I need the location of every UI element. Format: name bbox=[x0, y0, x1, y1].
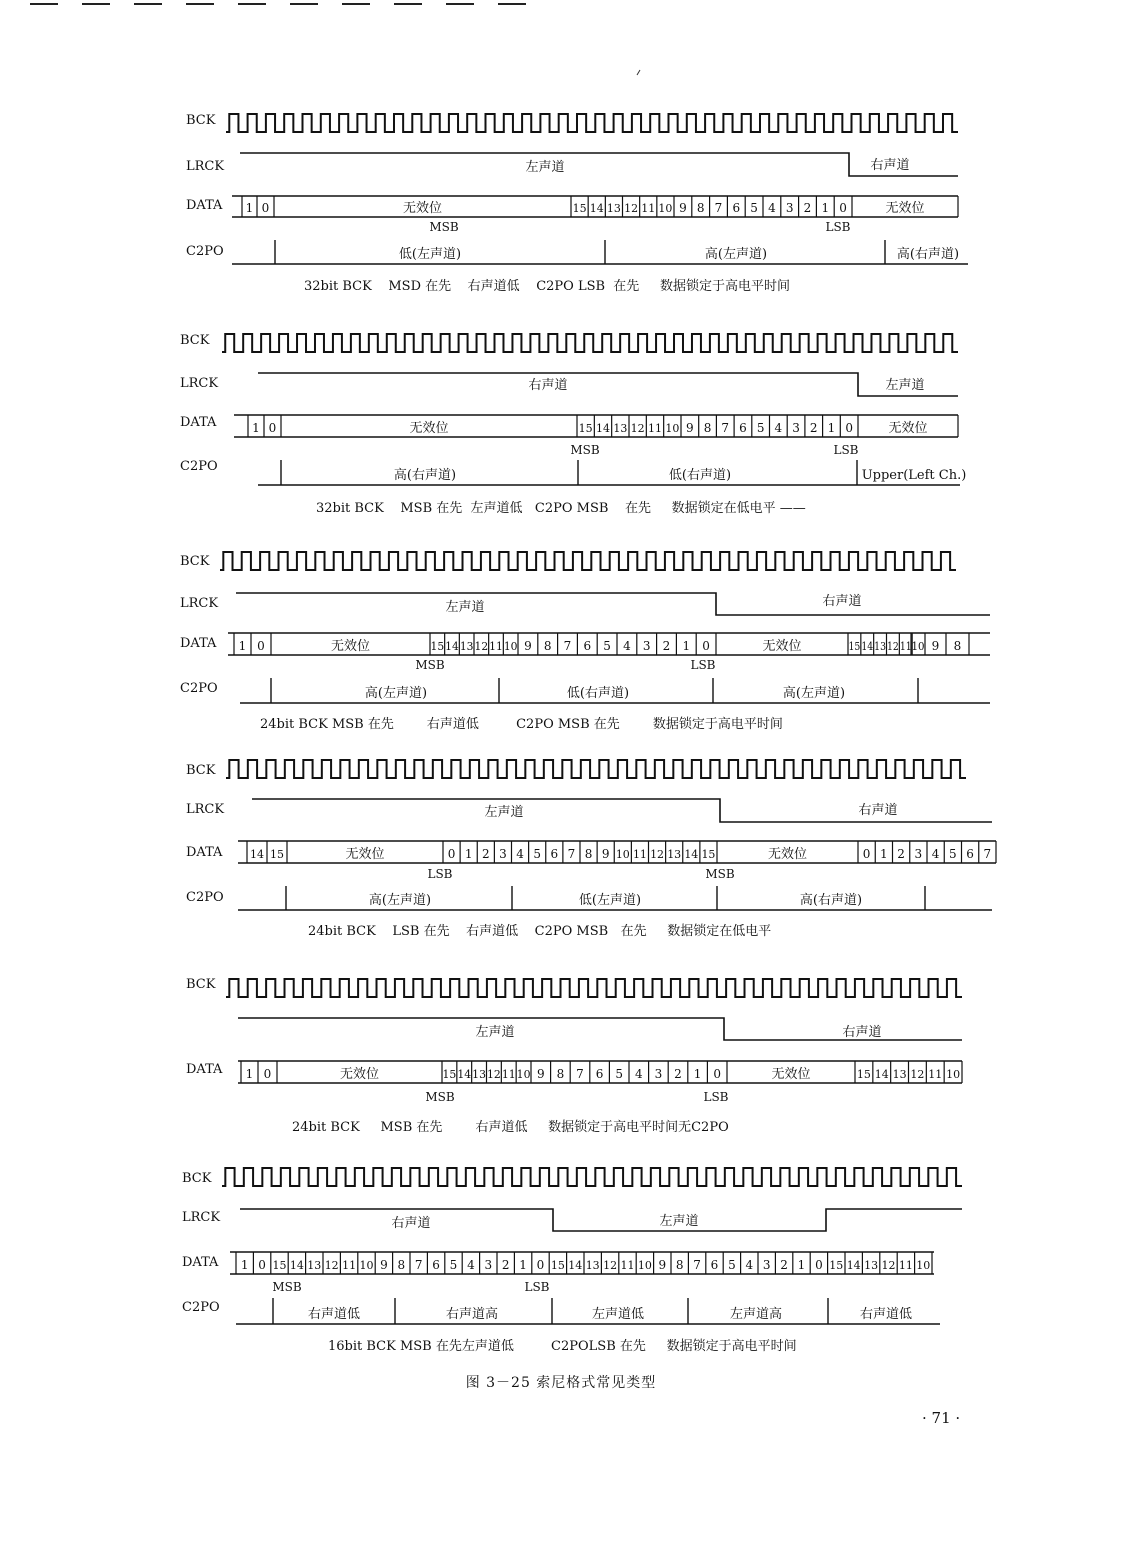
panel-3-data-bit: 3 bbox=[642, 639, 651, 653]
panel-6-data-bit: 14 bbox=[846, 1259, 861, 1272]
panel-3-data-bit: 5 bbox=[603, 639, 611, 653]
panel-2-lrck-label: 左声道 bbox=[885, 378, 925, 393]
panel-4-data-bit: 11 bbox=[632, 848, 647, 861]
panel-5-label-data: DATA bbox=[186, 1062, 223, 1077]
panel-4-c2po-label: 高(右声道) bbox=[799, 893, 863, 908]
panel-2-data-bit: 8 bbox=[703, 421, 712, 435]
panel-6-data-bit: 12 bbox=[881, 1259, 896, 1272]
panel-1-c2po-label: 高(右声道) bbox=[896, 247, 960, 262]
panel-6-lrck-wave bbox=[240, 1209, 962, 1231]
panel-6-data-bit: 11 bbox=[898, 1259, 913, 1272]
figure-title: 图 3－25 索尼格式常见类型 bbox=[465, 1375, 657, 1391]
panel-2-data-bit: 14 bbox=[596, 422, 610, 435]
panel-1-c2po-label: 低(左声道) bbox=[398, 247, 462, 262]
panel-1-lrck-label: 右声道 bbox=[870, 158, 910, 173]
panel-1-data-bit: 5 bbox=[750, 201, 758, 215]
panel-3-bck-wave bbox=[220, 552, 956, 570]
panel-6-data-bit: 12 bbox=[324, 1259, 339, 1272]
panel-2-label-lrck: LRCK bbox=[180, 376, 219, 391]
panel-3-data-bit: 1 bbox=[238, 639, 247, 653]
panel-1-lsb-marker: LSB bbox=[825, 220, 851, 234]
panel-6-data-bit: 15 bbox=[829, 1259, 844, 1272]
panel-3-data-bit: 0 bbox=[257, 639, 265, 653]
panel-6-data-bit: 7 bbox=[693, 1258, 701, 1272]
panel-3-label-bck: BCK bbox=[180, 554, 210, 569]
panel-5-data-bit: 15 bbox=[442, 1068, 457, 1081]
panel-3-data-bit: 11 bbox=[489, 640, 503, 653]
panel-6-data-bit: 13 bbox=[585, 1259, 600, 1272]
panel-6-c2po-label: 左声道低 bbox=[591, 1307, 645, 1322]
panel-3-data-bit: 9 bbox=[524, 639, 532, 653]
panel-4-data-bit: 3 bbox=[499, 847, 507, 861]
panel-6-data-bit: 13 bbox=[864, 1259, 879, 1272]
panel-4-lsb-marker: LSB bbox=[427, 867, 453, 881]
panel-6-c2po-label: 右声道高 bbox=[445, 1307, 499, 1322]
panel-1-msb-marker: MSB bbox=[429, 220, 459, 234]
panel-6-data-bit: 1 bbox=[240, 1258, 249, 1272]
panel-4-data-bit: 15 bbox=[701, 848, 716, 861]
panel-6-data-bit: 9 bbox=[380, 1258, 388, 1272]
panel-1-data-bit: 9 bbox=[679, 201, 687, 215]
panel-2-msb-marker: MSB bbox=[570, 443, 600, 457]
panel-6-data-bit: 4 bbox=[467, 1258, 475, 1272]
panel-3-lsb-marker: LSB bbox=[690, 658, 716, 672]
panel-4-lrck-label: 右声道 bbox=[858, 803, 898, 818]
panel-1-c2po-label: 高(左声道) bbox=[704, 247, 768, 262]
panel-1-label-c2po: C2PO bbox=[186, 244, 224, 259]
panel-1-data-bit: 7 bbox=[714, 201, 723, 215]
panel-1-label-lrck: LRCK bbox=[186, 159, 225, 174]
panel-6-data-bit: 11 bbox=[620, 1259, 635, 1272]
panel-4-caption: 24bit BCK LSB 在先 右声道低 C2PO MSB 在先 数据锁定在低电平 bbox=[308, 924, 772, 939]
panel-6-data-bit: 5 bbox=[728, 1258, 736, 1272]
panel-4-data-bit: 6 bbox=[966, 847, 974, 861]
panel-6-data-bit: 0 bbox=[815, 1258, 823, 1272]
panel-4-bck-wave bbox=[226, 760, 966, 778]
panel-1-caption: 32bit BCK MSD 在先 右声道低 C2PO LSB 在先 数据锁定于高电平时间 bbox=[304, 279, 790, 294]
panel-3-data-bit: 12 bbox=[474, 640, 489, 653]
panel-6-data-bit: 8 bbox=[397, 1258, 406, 1272]
panel-3-data-bit: 15 bbox=[848, 640, 861, 653]
panel-5-data-bit: 4 bbox=[634, 1067, 643, 1081]
panel-4-data-bit: 4 bbox=[931, 847, 940, 861]
panel-4-data-bit: 无效位 bbox=[345, 847, 385, 862]
panel-4-data-bit: 3 bbox=[914, 847, 923, 861]
panel-1-data-bit: 15 bbox=[572, 202, 587, 215]
panel-2-data-bit: 1 bbox=[827, 421, 836, 435]
panel-2-data-bit: 0 bbox=[268, 421, 277, 435]
panel-1-data-bit: 无效位 bbox=[402, 201, 443, 216]
panel-3-c2po-label: 低(右声道) bbox=[566, 686, 630, 701]
panel-6-data-bit: 3 bbox=[762, 1258, 771, 1272]
panel-3-c2po-label: 高(左声道) bbox=[364, 686, 428, 701]
panel-5-data-bit: 8 bbox=[556, 1067, 565, 1081]
panel-3-lrck-wave bbox=[236, 593, 990, 615]
panel-5-data-bit: 12 bbox=[487, 1068, 501, 1081]
panel-1-data-bit: 0 bbox=[261, 201, 270, 215]
panel-1-data-bit: 3 bbox=[785, 201, 794, 215]
panel-6-data-bit: 1 bbox=[797, 1258, 806, 1272]
panel-3-data-bit: 无效位 bbox=[330, 639, 371, 654]
panel-4-data-bit: 1 bbox=[464, 847, 473, 861]
panel-5-msb-marker: MSB bbox=[425, 1090, 455, 1104]
panel-2-data-bit: 11 bbox=[648, 422, 662, 435]
panel-1-data-bit: 1 bbox=[821, 201, 830, 215]
panel-3-label-c2po: C2PO bbox=[180, 681, 218, 696]
panel-4-data-bit: 无效位 bbox=[767, 847, 808, 862]
panel-4-label-c2po: C2PO bbox=[186, 890, 224, 905]
panel-4-data-bit: 1 bbox=[880, 847, 888, 861]
panel-4-data-bit: 10 bbox=[615, 848, 630, 861]
panel-6-data-bit: 13 bbox=[307, 1259, 322, 1272]
panel-5-data-bit: 14 bbox=[457, 1068, 472, 1081]
panel-2-bck-wave bbox=[222, 334, 958, 352]
panel-6-data-bit: 3 bbox=[484, 1258, 493, 1272]
panel-3-data-bit: 8 bbox=[953, 639, 962, 653]
panel-6-c2po-label: 右声道低 bbox=[307, 1307, 361, 1322]
panel-2-data-bit: 无效位 bbox=[409, 421, 449, 436]
panel-1-data-bit: 14 bbox=[589, 202, 604, 215]
panel-6-label-c2po: C2PO bbox=[182, 1300, 220, 1315]
panel-3-data-bit: 1 bbox=[682, 639, 691, 653]
panel-6-data-bit: 15 bbox=[550, 1259, 565, 1272]
panel-4-data-bit: 7 bbox=[567, 847, 576, 861]
panel-1-data-bit: 13 bbox=[606, 202, 621, 215]
panel-2-c2po-label: 高(右声道) bbox=[393, 468, 457, 483]
panel-6-data-bit: 6 bbox=[432, 1258, 440, 1272]
panel-2-lsb-marker: LSB bbox=[833, 443, 859, 457]
panel-3-label-data: DATA bbox=[180, 636, 217, 651]
panel-1-data-bit: 6 bbox=[732, 201, 741, 215]
panel-4-data-bit: 15 bbox=[270, 848, 284, 861]
panel-2-lrck-label: 右声道 bbox=[528, 378, 568, 393]
panel-2-data-bit: 2 bbox=[809, 421, 818, 435]
panel-4-lrck-label: 左声道 bbox=[484, 805, 524, 820]
panel-3-data-bit: 10 bbox=[503, 640, 518, 653]
panel-3-data-bit: 10 bbox=[911, 640, 925, 653]
panel-2-data-bit: 9 bbox=[686, 421, 694, 435]
panel-4-data-bit: 14 bbox=[250, 848, 264, 861]
panel-5-data-bit: 15 bbox=[856, 1068, 871, 1081]
panel-5-data-bit: 5 bbox=[615, 1067, 624, 1081]
panel-1-lrck-wave bbox=[240, 153, 958, 176]
panel-6-c2po-label: 左声道高 bbox=[729, 1307, 783, 1322]
panel-2-label-bck: BCK bbox=[180, 333, 210, 348]
panel-5-data-bit: 无效位 bbox=[771, 1067, 811, 1082]
panel-2-data-bit: 5 bbox=[756, 421, 765, 435]
panel-3-data-bit: 13 bbox=[874, 640, 886, 653]
panel-5-data-bit: 12 bbox=[910, 1068, 925, 1081]
panel-2-data-bit: 1 bbox=[252, 421, 260, 435]
panel-4-data-bit: 12 bbox=[650, 848, 665, 861]
panel-2-c2po-label: Upper(Left Ch.) bbox=[861, 468, 967, 483]
panel-5-label-bck: BCK bbox=[186, 977, 216, 992]
panel-3-label-lrck: LRCK bbox=[180, 596, 219, 611]
panel-6-label-data: DATA bbox=[182, 1255, 219, 1270]
panel-5-data-bit: 0 bbox=[713, 1067, 722, 1081]
panel-1-label-bck: BCK bbox=[186, 113, 216, 128]
panel-4-c2po-label: 低(左声道) bbox=[578, 893, 642, 908]
panel-6-lsb-marker: LSB bbox=[524, 1280, 550, 1294]
panel-6-data-bit: 15 bbox=[272, 1259, 287, 1272]
panel-1-bck-wave bbox=[226, 114, 958, 132]
panel-5-data-bit: 无效位 bbox=[339, 1067, 380, 1082]
panel-4-data-bit: 2 bbox=[481, 847, 490, 861]
panel-5-data-bit: 9 bbox=[536, 1067, 545, 1081]
panel-6-data-bit: 14 bbox=[568, 1259, 583, 1272]
panel-5-data-bit: 7 bbox=[576, 1067, 584, 1081]
panel-3-data-bit: 7 bbox=[563, 639, 572, 653]
panel-2-lrck-wave bbox=[258, 373, 958, 396]
panel-6-data-bit: 0 bbox=[536, 1258, 545, 1272]
panel-2-c2po-label: 低(右声道) bbox=[668, 468, 732, 483]
panel-3-data-bit: 0 bbox=[702, 639, 710, 653]
panel-2-data-bit: 7 bbox=[721, 421, 730, 435]
panel-4-data-bit: 0 bbox=[862, 847, 871, 861]
scan-speck bbox=[637, 70, 640, 75]
panel-6-bck-wave bbox=[222, 1168, 962, 1186]
panel-6-data-bit: 9 bbox=[658, 1258, 667, 1272]
panel-5-data-bit: 11 bbox=[501, 1068, 516, 1081]
panel-4-c2po-label: 高(左声道) bbox=[368, 893, 432, 908]
panel-5-data-bit: 10 bbox=[516, 1068, 531, 1081]
panel-2-label-data: DATA bbox=[180, 415, 217, 430]
panel-3-msb-marker: MSB bbox=[415, 658, 445, 672]
panel-4-label-lrck: LRCK bbox=[186, 802, 225, 817]
panel-6-data-bit: 6 bbox=[710, 1258, 719, 1272]
panel-3-c2po-label: 高(左声道) bbox=[782, 686, 846, 701]
panel-6-msb-marker: MSB bbox=[272, 1280, 302, 1294]
panel-3-data-bit: 11 bbox=[899, 640, 912, 653]
panel-2-data-bit: 10 bbox=[665, 422, 680, 435]
panel-4-msb-marker: MSB bbox=[705, 867, 735, 881]
panel-6-data-bit: 11 bbox=[342, 1259, 357, 1272]
panel-3-data-bit: 4 bbox=[623, 639, 631, 653]
panel-6-data-bit: 10 bbox=[359, 1259, 374, 1272]
panel-6-c2po-label: 右声道低 bbox=[859, 1307, 913, 1322]
panel-5-lrck-label: 左声道 bbox=[475, 1025, 515, 1040]
panel-3-data-bit: 15 bbox=[430, 640, 445, 653]
panel-1-data-bit: 8 bbox=[696, 201, 705, 215]
panel-5-data-bit: 0 bbox=[263, 1067, 272, 1081]
panel-5-data-bit: 2 bbox=[674, 1067, 682, 1081]
panel-3-data-bit: 14 bbox=[861, 640, 874, 653]
panel-6-data-bit: 14 bbox=[289, 1259, 304, 1272]
panel-6-caption: 16bit BCK MSB 在先左声道低 C2POLSB 在先 数据锁定于高电平时间 bbox=[328, 1339, 797, 1354]
panel-3-lrck-label: 右声道 bbox=[822, 594, 862, 609]
panel-1-label-data: DATA bbox=[186, 198, 223, 213]
panel-5-bck-wave bbox=[226, 979, 962, 997]
panel-5-data-bit: 10 bbox=[946, 1068, 961, 1081]
panel-4-data-bit: 8 bbox=[584, 847, 593, 861]
panel-1-data-bit: 12 bbox=[624, 202, 639, 215]
panel-2-data-bit: 无效位 bbox=[888, 421, 928, 436]
panel-5-data-bit: 1 bbox=[693, 1067, 702, 1081]
panel-5-data-bit: 13 bbox=[892, 1068, 907, 1081]
panel-3-data-bit: 9 bbox=[931, 639, 940, 653]
panel-6-data-bit: 7 bbox=[414, 1258, 423, 1272]
panel-3-data-bit: 14 bbox=[445, 640, 459, 653]
panel-5-lsb-marker: LSB bbox=[703, 1090, 729, 1104]
panel-6-data-bit: 5 bbox=[449, 1258, 458, 1272]
panel-6-data-bit: 10 bbox=[916, 1259, 931, 1272]
panel-3-data-bit: 无效位 bbox=[762, 639, 802, 654]
page-number: · 71 · bbox=[922, 1409, 961, 1427]
panel-1-data-bit: 11 bbox=[641, 202, 656, 215]
panel-2-label-c2po: C2PO bbox=[180, 459, 218, 474]
panel-6-data-bit: 10 bbox=[637, 1259, 652, 1272]
panel-6-data-bit: 1 bbox=[519, 1258, 527, 1272]
panel-1-data-bit: 无效位 bbox=[885, 201, 925, 216]
panel-3-data-bit: 2 bbox=[662, 639, 671, 653]
panel-5-data-bit: 3 bbox=[654, 1067, 663, 1081]
panel-2-data-bit: 15 bbox=[578, 422, 593, 435]
panel-5-data-bit: 6 bbox=[595, 1067, 604, 1081]
panel-1-data-bit: 4 bbox=[768, 201, 776, 215]
panel-3-caption: 24bit BCK MSB 在先 右声道低 C2PO MSB 在先 数据锁定于高电平时间 bbox=[260, 717, 783, 732]
panel-4-label-bck: BCK bbox=[186, 763, 216, 778]
panel-1-data-bit: 1 bbox=[245, 201, 254, 215]
panel-2-data-bit: 12 bbox=[630, 422, 645, 435]
panel-5-data-bit: 11 bbox=[928, 1068, 943, 1081]
panel-4-data-bit: 4 bbox=[516, 847, 524, 861]
panel-4-data-bit: 6 bbox=[550, 847, 559, 861]
panel-5-data-bit: 1 bbox=[245, 1067, 254, 1081]
panel-4-data-bit: 7 bbox=[983, 847, 992, 861]
panel-4-data-bit: 2 bbox=[897, 847, 905, 861]
panel-6-label-bck: BCK bbox=[182, 1171, 212, 1186]
panel-5-data-bit: 14 bbox=[874, 1068, 889, 1081]
panel-1-data-bit: 0 bbox=[839, 201, 847, 215]
panel-3-data-bit: 13 bbox=[459, 640, 474, 653]
panel-4-data-bit: 14 bbox=[684, 848, 699, 861]
panel-4-data-bit: 5 bbox=[533, 847, 542, 861]
panel-2-data-bit: 3 bbox=[792, 421, 800, 435]
panel-2-caption: 32bit BCK MSB 在先 左声道低 C2PO MSB 在先 数据锁定在低电平 —— bbox=[316, 501, 806, 516]
panel-2-data-bit: 4 bbox=[774, 421, 783, 435]
panel-1-lrck-label: 左声道 bbox=[525, 160, 565, 175]
panel-4-data-bit: 0 bbox=[447, 847, 456, 861]
panel-6-label-lrck: LRCK bbox=[182, 1210, 221, 1225]
panel-6-lrck-label: 左声道 bbox=[659, 1214, 699, 1229]
panel-2-data-bit: 6 bbox=[739, 421, 747, 435]
panel-1-data-bit: 2 bbox=[803, 201, 812, 215]
panel-6-lrck-label: 右声道 bbox=[391, 1216, 431, 1231]
panel-3-data-bit: 6 bbox=[583, 639, 592, 653]
panel-3-lrck-label: 左声道 bbox=[445, 600, 485, 615]
panel-5-lrck-label: 右声道 bbox=[842, 1025, 882, 1040]
panel-6-data-bit: 2 bbox=[501, 1258, 510, 1272]
panel-2-data-bit: 13 bbox=[613, 422, 628, 435]
panel-4-data-bit: 9 bbox=[601, 847, 610, 861]
panel-6-data-bit: 0 bbox=[258, 1258, 266, 1272]
panel-2-data-bit: 0 bbox=[845, 421, 853, 435]
panel-5-caption: 24bit BCK MSB 在先 右声道低 数据锁定于高电平时间无C2PO bbox=[292, 1120, 729, 1135]
panel-3-data-bit: 8 bbox=[543, 639, 552, 653]
panel-5-data-bit: 13 bbox=[472, 1068, 487, 1081]
panel-4-data-bit: 5 bbox=[949, 847, 957, 861]
panel-3-data-bit: 12 bbox=[887, 640, 899, 653]
panel-4-label-data: DATA bbox=[186, 845, 223, 860]
panel-6-data-bit: 8 bbox=[675, 1258, 684, 1272]
panel-6-data-bit: 12 bbox=[603, 1259, 618, 1272]
panel-6-data-bit: 2 bbox=[780, 1258, 788, 1272]
panel-4-data-bit: 13 bbox=[667, 848, 682, 861]
panel-1-data-bit: 10 bbox=[658, 202, 673, 215]
panel-6-data-bit: 4 bbox=[745, 1258, 754, 1272]
